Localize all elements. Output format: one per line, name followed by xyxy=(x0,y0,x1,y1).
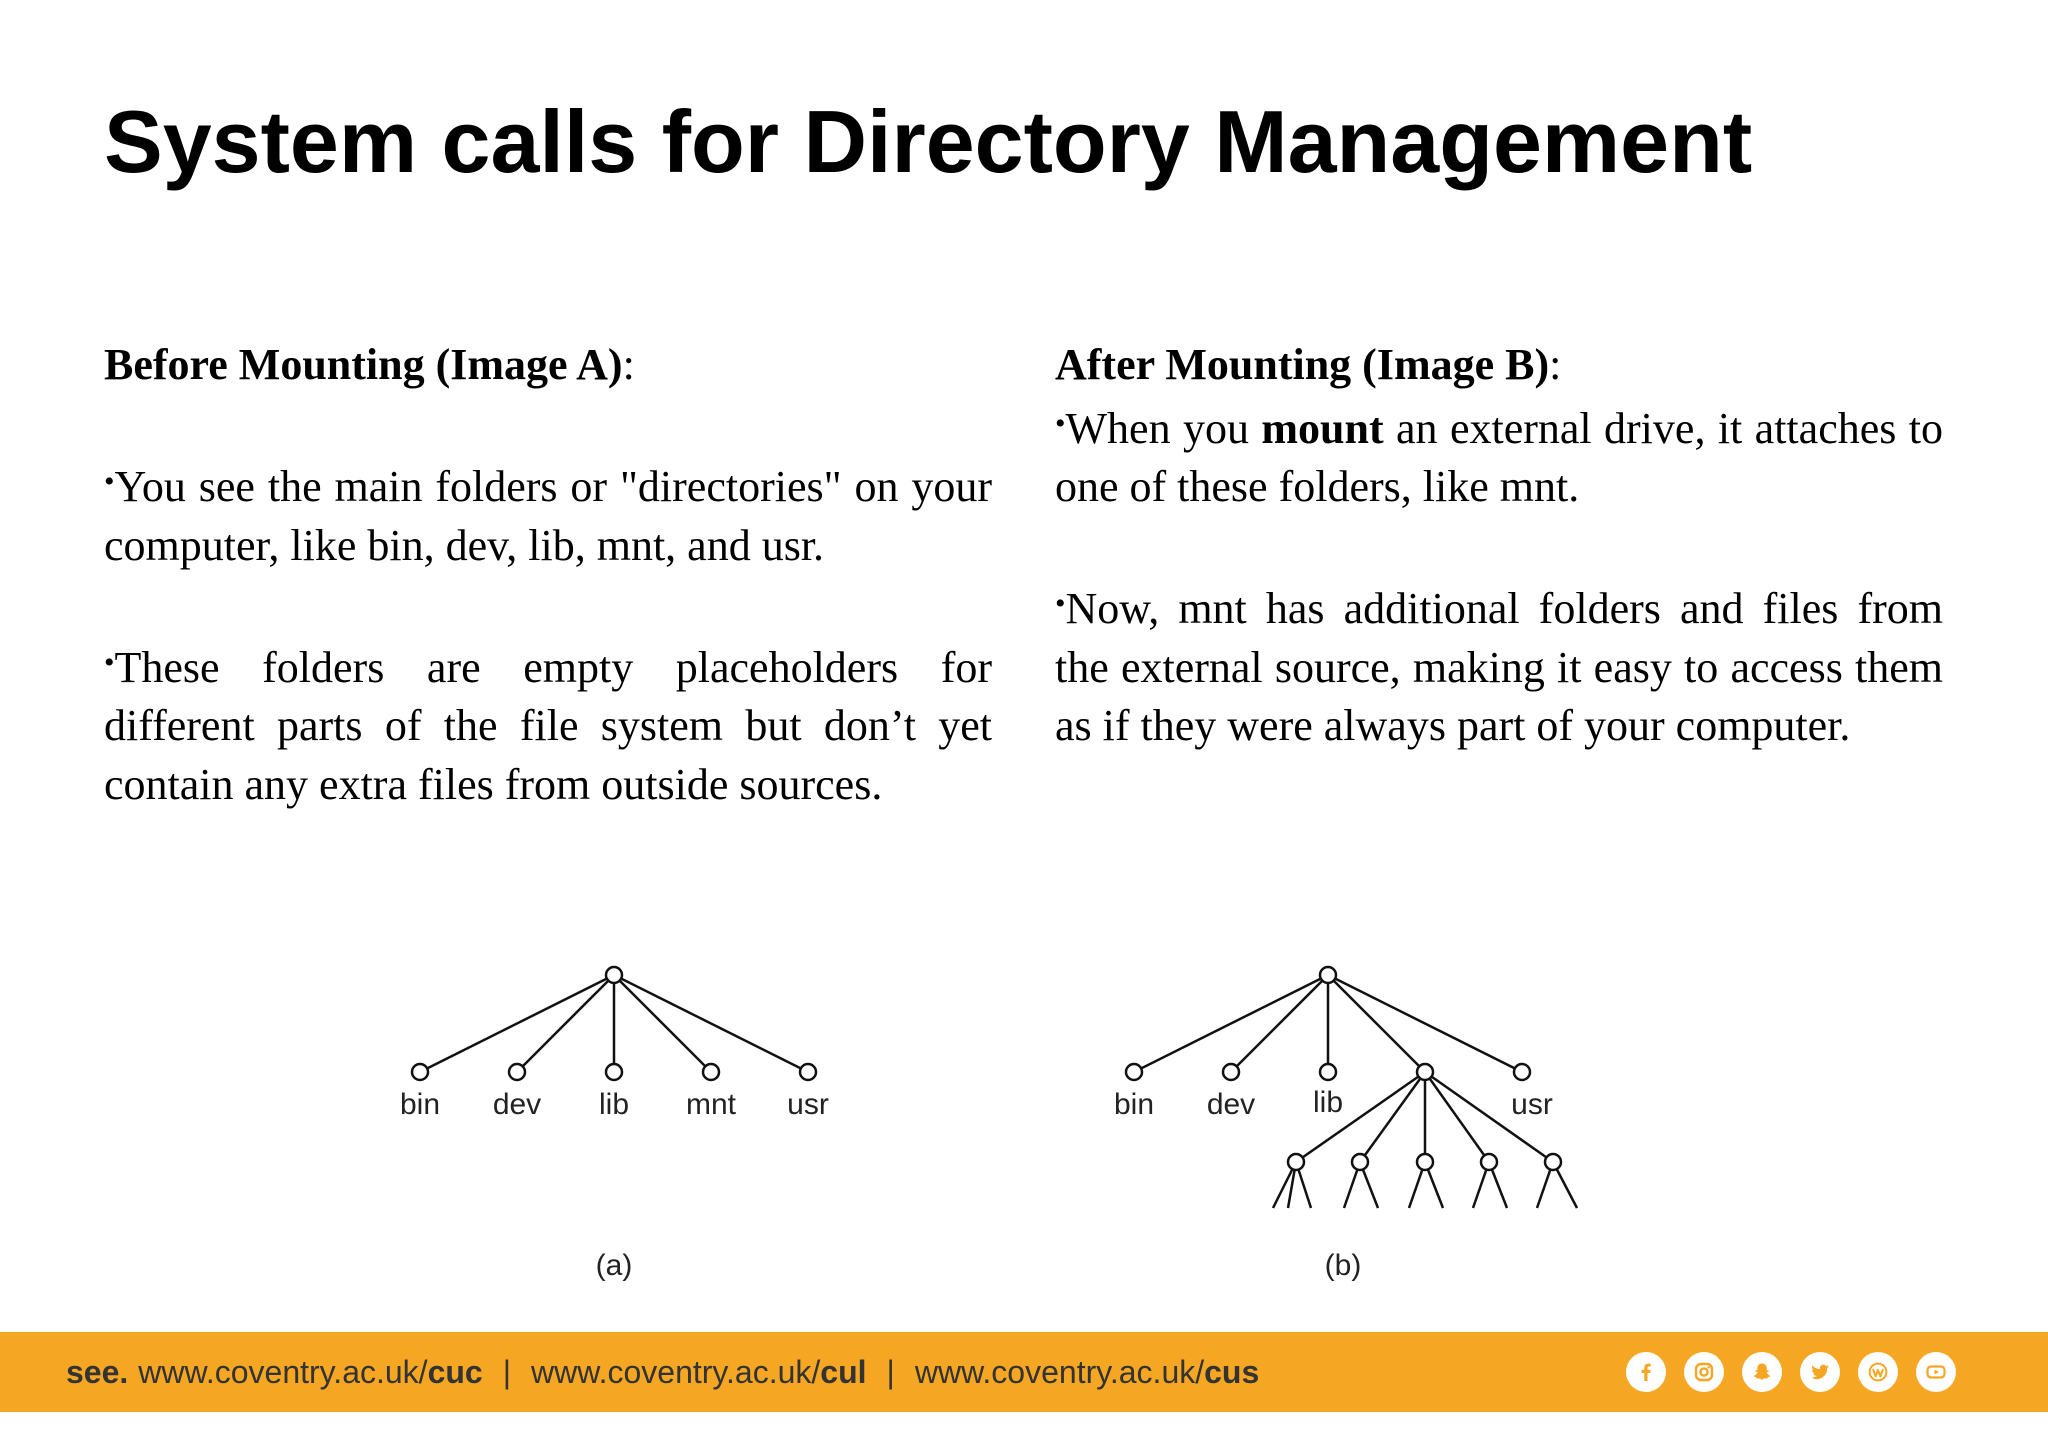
footer-links xyxy=(66,1332,1259,1412)
after-mounting-heading: After Mounting (Image B): xyxy=(1055,340,1562,389)
tree-b-mounted-node xyxy=(1288,1154,1304,1170)
twitter-icon[interactable] xyxy=(1800,1352,1840,1392)
tree-a-label-mnt: mnt xyxy=(685,1088,737,1121)
tree-b-mounted-node xyxy=(1352,1154,1368,1170)
after-bullet-2: •Now, mnt has additional folders and files from the external source, making it easy to access them as if they were always part of your computer. xyxy=(1055,584,1943,750)
tree-a-node xyxy=(606,1064,622,1080)
before-bullet-1: •You see the main folders or "directories" on your computer, like bin, dev, lib, mnt, and usr. xyxy=(104,462,992,570)
bullet-dot: • xyxy=(104,645,115,679)
social-icons xyxy=(1626,1332,1956,1412)
youtube-icon[interactable] xyxy=(1916,1352,1956,1392)
bullet-dot: • xyxy=(1055,406,1066,440)
tree-b-node xyxy=(1320,1064,1336,1080)
tree-a-node xyxy=(800,1064,816,1080)
tree-a-node xyxy=(703,1064,719,1080)
tree-a-node xyxy=(509,1064,525,1080)
instagram-icon[interactable] xyxy=(1684,1352,1724,1392)
facebook-icon[interactable] xyxy=(1626,1352,1666,1392)
footer-bar xyxy=(0,1332,2048,1412)
footer-see-label: see. xyxy=(66,1353,129,1390)
footer-separator: | xyxy=(886,1353,895,1390)
footer-link-cus[interactable]: www.coventry.ac.uk/cus xyxy=(914,1353,1260,1390)
tree-a-root-node xyxy=(606,967,622,983)
tree-b-label-dev: dev xyxy=(1206,1088,1256,1121)
tree-a-node xyxy=(412,1064,428,1080)
caption-b: (b) xyxy=(1324,1249,1362,1282)
tree-b-node xyxy=(1514,1064,1530,1080)
tree-a-label-bin: bin xyxy=(399,1088,441,1121)
slide-title: System calls for Directory Management xyxy=(104,92,1753,191)
before-mounting-heading: Before Mounting (Image A): xyxy=(104,340,635,389)
caption-a: (a) xyxy=(595,1249,633,1282)
tree-b-mounted-node xyxy=(1417,1154,1433,1170)
snapchat-icon[interactable] xyxy=(1742,1352,1782,1392)
bullet-dot: • xyxy=(1055,587,1066,620)
tree-b-mounted-node xyxy=(1545,1154,1561,1170)
before-bullet-2: •These folders are empty placeholders for different parts of the file system but don’t yet contain any extra files from outside sources. xyxy=(104,642,992,809)
bullet-dot: • xyxy=(104,465,115,498)
tree-a-label-dev: dev xyxy=(492,1088,542,1121)
tree-b-mount-point-node xyxy=(1417,1064,1433,1080)
tree-b-node xyxy=(1126,1064,1142,1080)
mounting-diagram xyxy=(0,950,2048,1290)
tree-a-label-usr: usr xyxy=(787,1088,829,1121)
tree-a-label-lib: lib xyxy=(598,1088,630,1121)
tree-b-label-usr: usr xyxy=(1511,1088,1553,1121)
after-mounting-column xyxy=(1055,336,1943,756)
tree-b-root-node xyxy=(1320,967,1336,983)
footer-link-cuc[interactable]: www.coventry.ac.uk/cuc xyxy=(138,1353,483,1390)
tree-b-mounted-node xyxy=(1481,1154,1497,1170)
footer-link-cul[interactable]: www.coventry.ac.uk/cul xyxy=(531,1353,867,1390)
footer-separator: | xyxy=(502,1353,512,1390)
tree-b-label-bin: bin xyxy=(1113,1088,1155,1121)
tree-b-node xyxy=(1223,1064,1239,1080)
before-mounting-column xyxy=(104,336,992,814)
tree-b-label-lib: lib xyxy=(1312,1086,1344,1119)
after-bullet-1: •When you mount an external drive, it attaches to one of these folders, like mnt. xyxy=(1055,403,1943,511)
wordpress-icon[interactable] xyxy=(1858,1352,1898,1392)
